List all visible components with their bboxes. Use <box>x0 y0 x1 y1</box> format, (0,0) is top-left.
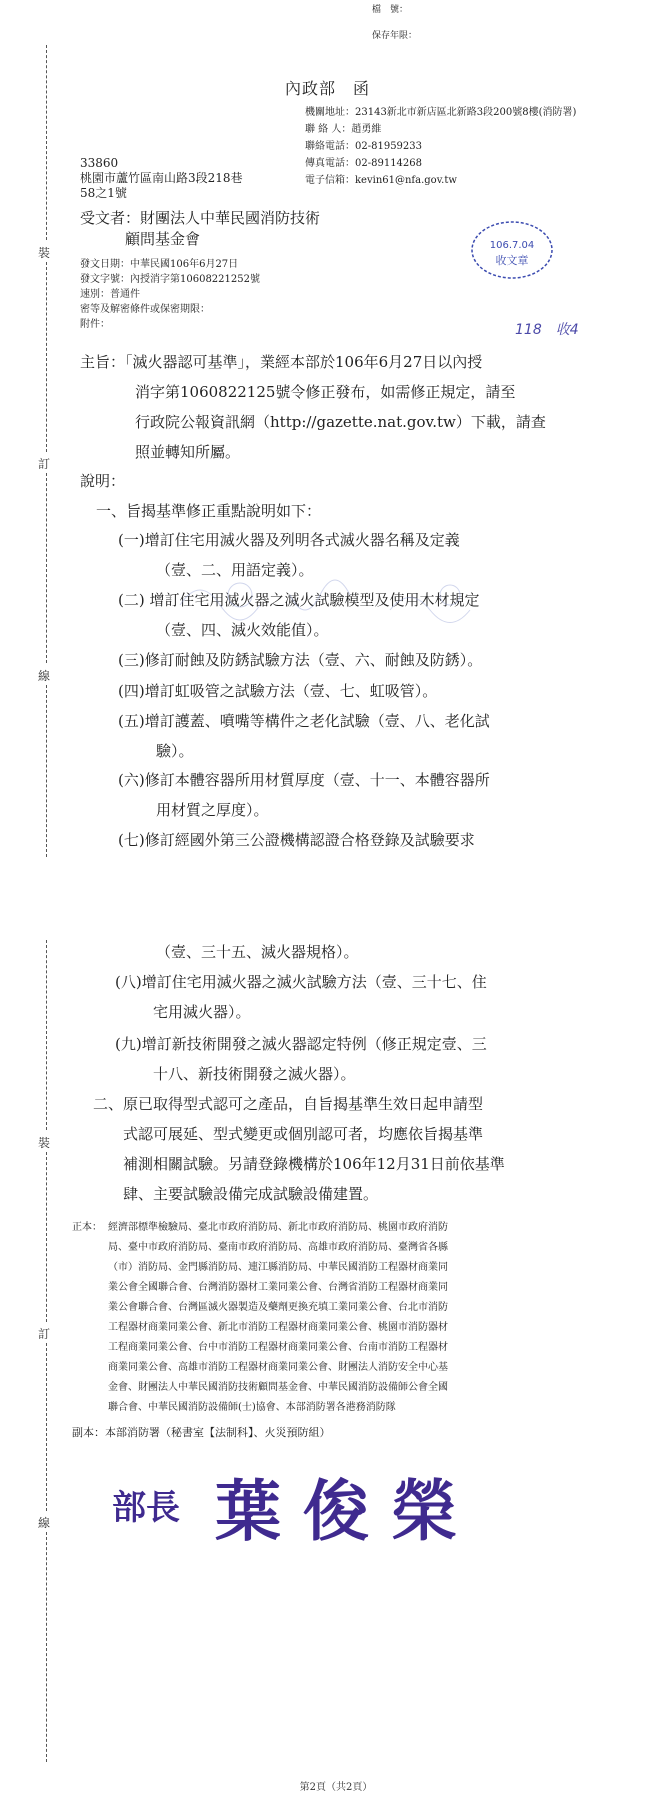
binding-line <box>46 1532 47 1762</box>
attachment: 附件： <box>80 319 110 330</box>
recipient-line-2: 顧問基金會 <box>125 230 201 248</box>
item-2-line-1: 二、原已取得型式認可之產品，自旨揭基準生效日起申請型 <box>93 1095 484 1113</box>
cc-line: 金會、財團法人中華民國消防技術顧問基金會、中華民國消防設備師公會全國 <box>108 1382 448 1393</box>
binding-char: 訂 <box>38 1327 51 1341</box>
binding-line <box>46 473 47 663</box>
signature-title: 部長 <box>112 1488 180 1528</box>
point-5-line-2: 驗）。 <box>156 742 194 760</box>
secrecy-level: 密等及解密條件或保密期限： <box>80 304 210 315</box>
archive-no-label: 檔 號： <box>372 5 409 15</box>
address-line-1: 桃園市蘆竹區南山路3段218巷 <box>80 171 243 185</box>
point-9-line-1: (九)增訂新技術開發之滅火器認定特例（修正規定壹、三 <box>115 1035 487 1053</box>
binding-line <box>46 1343 47 1511</box>
point-6 <box>118 765 490 825</box>
subject-line-2: 消字第1060822125號令修正發布，如需修正規定，請至 <box>135 383 516 401</box>
subject-line-3: 行政院公報資訊網（http://gazette.nat.gov.tw）下載，請查 <box>135 413 546 431</box>
point-8 <box>115 967 487 1027</box>
page-footer: 第2頁（共2頁） <box>299 1782 373 1793</box>
cc-line: （市）消防局、金門縣消防局、連江縣消防局、中華民國消防工程器材商業同 <box>108 1262 448 1273</box>
binding-line <box>46 1152 47 1322</box>
postal-code: 33860 <box>80 156 119 170</box>
cc-line: 聯合會、中華民國消防設備師(士)協會、本部消防署各港務消防隊 <box>108 1402 396 1413</box>
point-2-line-2: （壹、四、滅火效能值）。 <box>156 621 329 639</box>
page-break <box>0 862 672 932</box>
recipient-to <box>80 208 320 250</box>
point-5 <box>118 706 490 766</box>
agency-email: 電子信箱：kevin61@nfa.gov.tw <box>305 175 457 186</box>
binding-line <box>46 940 47 1130</box>
point-2-line-1: (二) 增訂住宅用滅火器之滅火試驗模型及使用木材規定 <box>118 591 480 609</box>
cc-line: 工程商業同業公會、台中市消防工程器材商業同業公會、台南市消防工程器材 <box>108 1342 448 1353</box>
subject <box>80 347 546 467</box>
subject-line-4: 照並轉知所屬。 <box>135 443 241 461</box>
point-1-line-1: (一)增訂住宅用滅火器及列明各式滅火器名稱及定義 <box>118 531 460 549</box>
explanation-label: 說明： <box>80 472 126 490</box>
item-2-line-4: 肆、主要試驗設備完成試驗設備建置。 <box>123 1185 379 1203</box>
issue-date: 發文日期：中華民國106年6月27日 <box>80 259 239 270</box>
agency-address: 機關地址：23143新北市新店區北新路3段200號8樓(消防署) <box>305 107 577 118</box>
recipient-line-1: 受文者：財團法人中華民國消防技術 <box>80 209 321 227</box>
point-6-line-2: 用材質之厚度）。 <box>156 801 269 819</box>
cc-line: 工程器材商業同業公會、新北市消防工程器材商業同業公會、桃園市消防器材 <box>108 1322 448 1333</box>
point-9 <box>115 1029 487 1089</box>
point-4: (四)增訂虹吸管之試驗方法（壹、七、虹吸管）。 <box>118 682 438 700</box>
retention-label: 保存年限： <box>372 31 418 41</box>
item-2-line-3: 補測相關試驗。另請登錄機構於106年12月31日前依基準 <box>123 1155 505 1173</box>
agency-phone: 聯絡電話：02-81959233 <box>305 141 423 152</box>
point-9-line-2: 十八、新技術開發之滅火器）。 <box>153 1065 356 1083</box>
stamp-icon <box>466 218 558 282</box>
point-7-line-1: (七)修訂經國外第三公證機構認證合格登錄及試驗要求 <box>118 831 475 849</box>
point-1-line-2: （壹、二、用語定義）。 <box>156 561 314 579</box>
binding-char: 線 <box>38 1516 51 1530</box>
document-meta <box>80 258 260 331</box>
stamp-label: 收文章 <box>495 254 529 267</box>
agency-contact: 聯 絡 人：趙勇維 <box>305 124 382 135</box>
subject-line-1: 主旨：「滅火器認可基準」，業經本部於106年6月27日以內授 <box>80 353 483 371</box>
cc-line: 經濟部標準檢驗局、臺北市政府消防局、新北市政府消防局、桃園市政府消防 <box>108 1222 448 1233</box>
stamp-date: 106.7.04 <box>489 240 535 251</box>
explanation-item-2 <box>93 1089 505 1209</box>
cc-line: 業公會聯合會、台灣區滅火器製造及藥劑更換充填工業同業公會、台北市消防 <box>108 1302 448 1313</box>
point-8-line-1: (八)增訂住宅用滅火器之滅火試驗方法（壹、三十七、住 <box>115 973 487 991</box>
cc-label: 正本： <box>72 1222 102 1233</box>
binding-char: 線 <box>38 669 51 683</box>
item-2-line-2: 式認可展延、型式變更或個別認可者，均應依旨揭基準 <box>123 1125 484 1143</box>
cc-list <box>108 1218 653 1418</box>
binding-char: 裝 <box>38 246 51 260</box>
point-5-line-1: (五)增訂護蓋、噴嘴等構件之老化試驗（壹、八、老化試 <box>118 712 490 730</box>
address-line-2: 58之1號 <box>80 186 127 200</box>
point-8-line-2: 宅用滅火器）。 <box>153 1003 251 1021</box>
issue-number: 發文字號：內授消字第10608221252號 <box>80 274 260 285</box>
point-3: (三)修訂耐蝕及防銹試驗方法（壹、六、耐蝕及防銹）。 <box>118 651 483 669</box>
handwritten-note: 118 收4 <box>515 322 579 338</box>
explanation-item-1: 一、旨揭基準修正重點說明如下： <box>96 502 322 520</box>
point-6-line-1: (六)修訂本體容器所用材質厚度（壹、十一、本體容器所 <box>118 771 490 789</box>
copy-recipients: 副本：本部消防署（秘書室【法制科】、火災預防組） <box>72 1426 331 1439</box>
document-title: 內政部 函 <box>285 79 371 98</box>
binding-line <box>46 45 47 240</box>
delivery-speed: 速別：普通件 <box>80 289 140 300</box>
agency-info <box>305 106 667 187</box>
agency-fax: 傳真電話：02-89114268 <box>305 158 423 169</box>
point-7-line-2: （壹、三十五、滅火器規格）。 <box>156 943 359 961</box>
binding-char: 裝 <box>38 1136 51 1150</box>
cc-line: 業公會全國聯合會、台灣消防器材工業同業公會、台灣省消防工程器材商業同 <box>108 1282 448 1293</box>
cc-line: 局、臺中市政府消防局、臺南市政府消防局、高雄市政府消防局、臺灣省各縣 <box>108 1242 448 1253</box>
recipient-address <box>80 156 243 201</box>
watermark-icon <box>170 565 500 645</box>
binding-char: 訂 <box>38 457 51 471</box>
received-stamp <box>466 218 558 282</box>
binding-line <box>46 685 47 857</box>
signature-name: 葉俊榮 <box>215 1472 479 1550</box>
binding-line <box>46 262 47 452</box>
cc-line: 商業同業公會、高雄市消防工程器材商業同業公會、財團法人消防安全中心基 <box>108 1362 448 1373</box>
